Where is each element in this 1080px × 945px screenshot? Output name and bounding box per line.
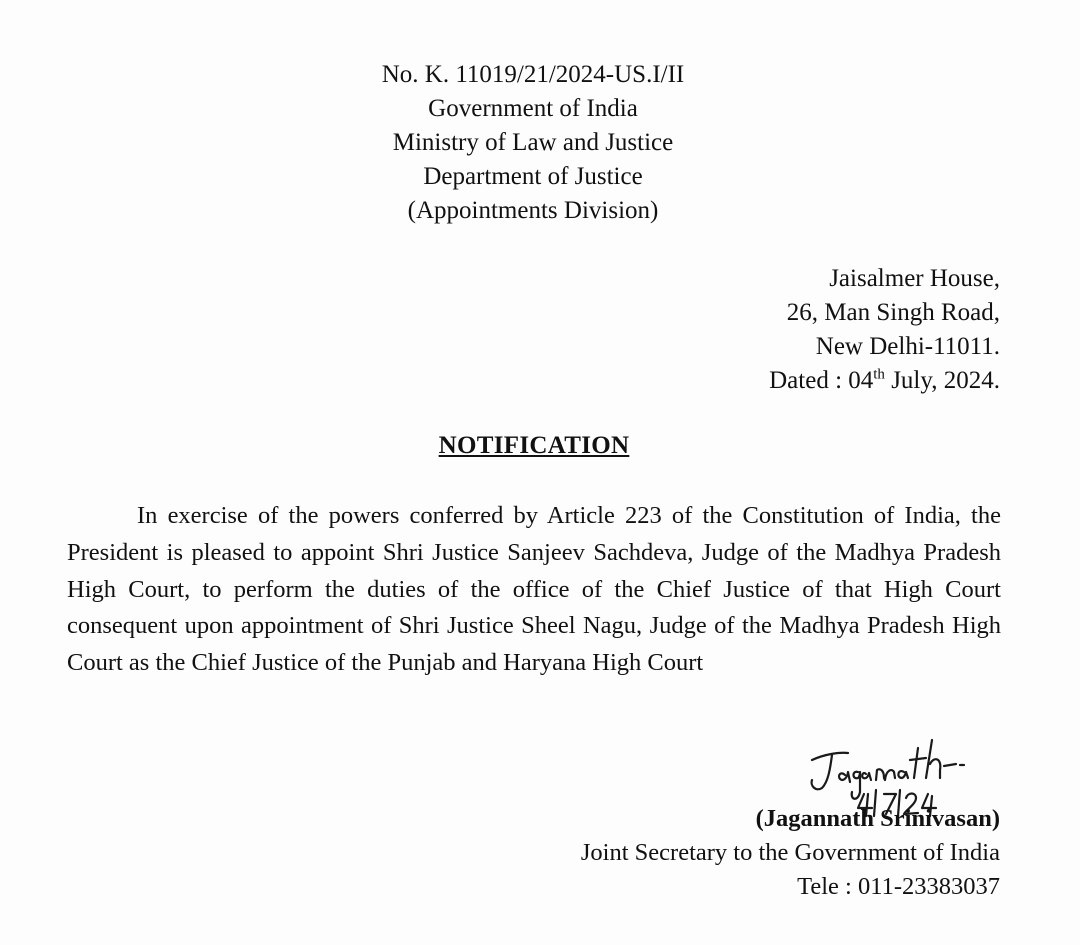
date-ordinal: th xyxy=(873,366,885,383)
signatory-telephone: Tele : 011-23383037 xyxy=(797,873,1000,900)
address-block xyxy=(580,262,1000,398)
division-name: (Appointments Division) xyxy=(407,197,659,224)
department-name: Department of Justice xyxy=(423,163,643,190)
file-number: No. K. 11019/21/2024-US.I/II xyxy=(381,61,685,88)
signatory-name: (Jagannath Srinivasan) xyxy=(755,805,1000,832)
notification-title: NOTIFICATION xyxy=(438,432,630,459)
date-rest: July, 2024. xyxy=(884,367,1000,394)
document-date xyxy=(580,364,1000,398)
address-city: New Delhi-11011. xyxy=(815,333,1000,360)
ministry-name: Ministry of Law and Justice xyxy=(392,129,674,156)
date-prefix: Dated : 04 xyxy=(769,367,874,394)
address-building: Jaisalmer House, xyxy=(829,265,1000,292)
address-road: 26, Man Singh Road, xyxy=(786,299,1000,326)
signatory-block xyxy=(480,802,1000,904)
letterhead xyxy=(330,58,736,228)
government-name: Government of India xyxy=(428,95,638,122)
signatory-designation: Joint Secretary to the Government of India xyxy=(580,839,1000,866)
notification-body: In exercise of the powers conferred by Article 223 of the Constitution of India, the President is pleased to appoint Shri Justice Sanjeev Sachdeva, Judge of the Madhya Pradesh High Court, to perform the duties of the office of the Chief Justice of that High Court consequent upon appointment of Shri Justice Sheel Nagu, Judge of the Madhya Pradesh High Court as the Chief Justice of the Punjab and Haryana High Court xyxy=(67,502,1001,677)
